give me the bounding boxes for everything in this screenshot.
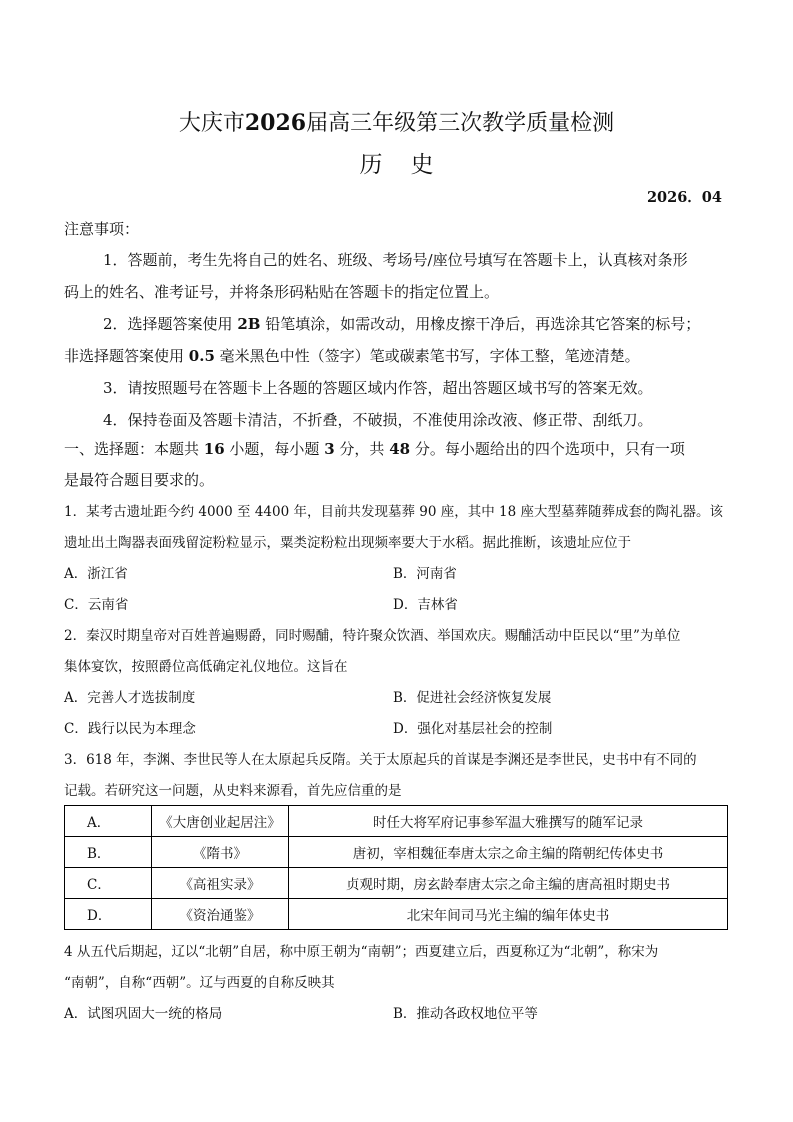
row-letter: B．	[65, 837, 152, 868]
table-row	[65, 868, 728, 899]
table-row	[65, 806, 728, 837]
question-1-line-1: 1．某考古遗址距今约 4000 至 4400 年，目前共发现墓葬 90 座，其中 18 座大型墓葬随葬成套的陶礼器。该	[64, 504, 723, 520]
section-heading-line-2: 是最符合题目要求的。	[64, 471, 215, 489]
question-3-options-table	[64, 805, 728, 930]
row-book: 《隋书》	[152, 837, 289, 868]
question-1-option-d: D．吉林省	[393, 597, 458, 613]
question-4-line-2: “南朝”，自称“西朝”。辽与西夏的自称反映其	[64, 975, 335, 991]
question-2-option-c: C．践行以民为本理念	[64, 721, 196, 737]
row-description: 时任大将军府记事参军温大雅撰写的随军记录	[289, 806, 728, 837]
row-letter: C．	[65, 868, 152, 899]
question-3-line-2: 记载。若研究这一问题，从史料来源看，首先应信重的是	[64, 783, 402, 799]
row-description: 北宋年间司马光主编的编年体史书	[289, 899, 728, 930]
row-letter: A．	[65, 806, 152, 837]
section-heading: 一、选择题：本题共 16 小题，每小题 3 分，共 48 分。每小题给出的四个选项中，只有一项	[64, 440, 685, 458]
table-row	[65, 837, 728, 868]
notice-item-3: 3．请按照题号在答题卡上各题的答题区域内作答，超出答题区域书写的答案无效。	[103, 379, 653, 397]
exam-title: 大庆市2026届高三年级第三次教学质量检测	[178, 110, 615, 136]
question-4-line-1: 4 从五代后期起，辽以“北朝”自居，称中原王朝为“南朝”；西夏建立后，西夏称辽为“北朝”，称宋为	[64, 944, 659, 960]
question-1-option-b: B．河南省	[393, 566, 457, 582]
exam-date: 2026．04	[646, 189, 722, 206]
question-1-option-c: C．云南省	[64, 597, 129, 613]
table-row	[65, 899, 728, 930]
subject-title: 历 史	[359, 152, 434, 178]
row-letter: D．	[65, 899, 152, 930]
row-book: 《资治通鉴》	[152, 899, 289, 930]
question-2-line-1: 2．秦汉时期皇帝对百姓普遍赐爵，同时赐酺，特许聚众饮酒、举国欢庆。赐酺活动中臣民以“里”为单位	[64, 628, 681, 644]
question-1-option-a: A．浙江省	[64, 566, 128, 582]
question-3-line-1: 3．618 年，李渊、李世民等人在太原起兵反隋。关于太原起兵的首谋是李渊还是李世民，史书中有不同的	[64, 752, 697, 768]
notice-item-1-line-1: 1．答题前，考生先将自己的姓名、班级、考场号/座位号填写在答题卡上，认真核对条形	[103, 251, 688, 269]
notice-item-2-line-2: 非选择题答案使用 0.5 毫米黑色中性（签字）笔或碳素笔书写，字体工整，笔迹清楚。	[64, 347, 640, 365]
notice-item-1-line-2: 码上的姓名、准考证号，并将条形码粘贴在答题卡的指定位置上。	[64, 283, 500, 301]
row-book: 《高祖实录》	[152, 868, 289, 899]
question-2-line-2: 集体宴饮，按照爵位高低确定礼仪地位。这旨在	[64, 659, 348, 675]
question-4-option-a: A．试图巩固大一统的格局	[64, 1006, 223, 1022]
notice-heading: 注意事项：	[64, 220, 140, 238]
question-2-option-a: A．完善人才选拔制度	[64, 690, 196, 706]
question-4-option-b: B．推动各政权地位平等	[393, 1006, 538, 1022]
row-description: 唐初，宰相魏征奉唐太宗之命主编的隋朝纪传体史书	[289, 837, 728, 868]
notice-item-4: 4．保持卷面及答题卡清洁，不折叠，不破损，不准使用涂改液、修正带、刮纸刀。	[103, 411, 653, 429]
notice-item-2-line-1: 2．选择题答案使用 2B 铅笔填涂，如需改动，用橡皮擦干净后，再选涂其它答案的标号；	[103, 315, 701, 333]
question-1-line-2: 遗址出土陶器表面残留淀粉粒显示，粟类淀粉粒出现频率要大于水稻。据此推断，该遗址应位于	[64, 535, 631, 551]
row-description: 贞观时期，房玄龄奉唐太宗之命主编的唐高祖时期史书	[289, 868, 728, 899]
question-2-option-d: D．强化对基层社会的控制	[393, 721, 553, 737]
row-book: 《大唐创业起居注》	[152, 806, 289, 837]
question-2-option-b: B．促进社会经济恢复发展	[393, 690, 552, 706]
